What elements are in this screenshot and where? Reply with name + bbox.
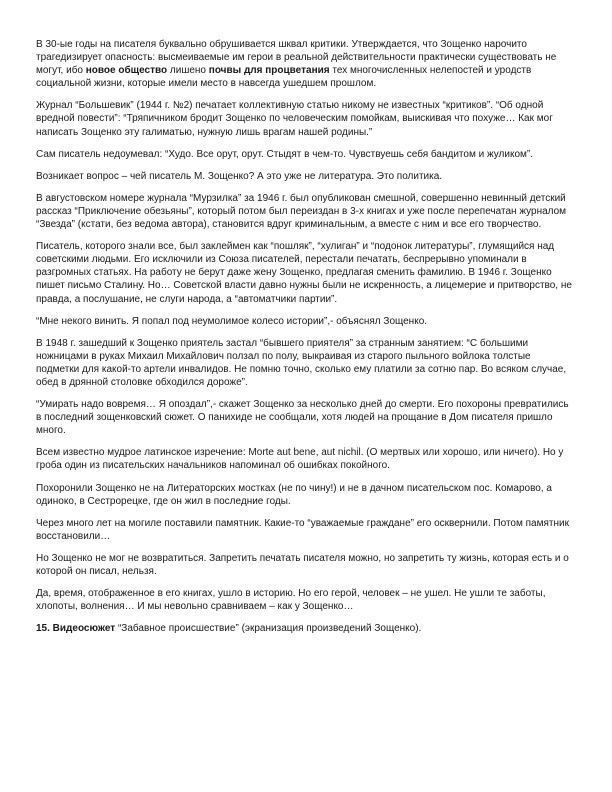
text-run: “Умирать надо вовремя… Я опоздал”,- скажет Зощенко за несколько дней до смерти. Его похороны превратились в последний зощенковский сюжет. О панихиде не сообщали, хотя людей на прощание в Дом писателя пришло много.: [36, 399, 569, 437]
paragraph: [36, 240, 576, 305]
text-run: Но Зощенко не мог не возвратиться. Запретить печатать писателя можно, но запретить ту жизнь, которая есть и о которой он писал, нельзя.: [36, 552, 569, 577]
paragraph: [36, 587, 576, 613]
paragraph: [36, 446, 576, 472]
text-run: Писатель, которого знали все, был заклеймен как “пошляк”, “хулиган” и “подонок литературы”, глумящийся над советскими людьми. Его исключили из Союза писателей, перестали печатать, беспрерывно упоминали в разгромных статьях. На работу не берут даже жену Зощенко, предлагая сменить фамилию. В 1946 г. Зощенко пишет письмо Сталину. Но… Советской власти давно нужны были не искренность, а лицемерие и притворство, не правда, а послушание, не слуги народа, а “автоматчики партии”.: [36, 241, 572, 305]
document-body: [36, 38, 576, 635]
text-run: тех многочисленных нелепостей и уродств социальной жизни, которые имели место в навсегда ушедшем прошлом.: [36, 65, 532, 90]
paragraph: [36, 517, 576, 543]
bold-text-run: 15. Видеосюжет: [36, 623, 116, 635]
paragraph: [36, 315, 576, 328]
text-run: Через много лет на могиле поставили памятник. Какие-то “уважаемые граждане” его осквернили. Потом памятник восстановили…: [36, 517, 569, 542]
bold-text-run: почвы для процветания: [208, 65, 330, 77]
text-run: В 1948 г. зашедший к Зощенко приятель застал “бывшего приятеля” за странным занятием: “С большими ножницами в руках Михаил Михайлович ползал по полу, выкраивая из старого пыльного войлока толстые подметки для какой-то артели инвалидов. Не помню точно, сколько ему платили за сотню пар. Во всяком случае, обед в дрянной столовке обходился дороже”.: [36, 337, 567, 388]
paragraph: [36, 337, 576, 389]
text-run: Журнал “Большевик” (1944 г. №2) печатает коллективную статью никому не известных “критиков”. “Об одной вредной повести”: “Тряпичником бродит Зощенко по человеческим помойкам, выискивая что похуже… Как мог написать Зощенко эту галиматью, нужную лишь врагам нашей родины.”: [36, 100, 553, 138]
text-run: Всем известно мудрое латинское изречение: Morte aut bene, aut nichil. (О мертвых или хорошо, или ничего). Но у гроба один из писательских начальников напоминал об ошибках покойного.: [36, 447, 564, 472]
document-page: [36, 38, 576, 644]
text-run: лишено: [167, 65, 209, 77]
paragraph: [36, 398, 576, 437]
paragraph: [36, 622, 576, 635]
paragraph: [36, 552, 576, 578]
paragraph: [36, 482, 576, 508]
text-run: “Забавное происшествие” (экранизация произведений Зощенко).: [115, 623, 422, 635]
text-run: Да, время, отображенное в его книгах, ушло в историю. Но его герой, человек – не ушел. Не ушли те заботы, хлопоты, волнения… И мы невольно сравниваем – как у Зощенко…: [36, 588, 546, 613]
bold-text-run: новое общество: [85, 65, 168, 77]
text-run: Возникает вопрос – чей писатель М. Зощенко? А это уже не литература. Это политика.: [36, 170, 443, 182]
text-run: Сам писатель недоумевал: “Худо. Все орут, орут. Стыдят в чем-то. Чувствуешь себя бандитом и жуликом”.: [36, 148, 534, 160]
paragraph: [36, 38, 576, 90]
paragraph: [36, 99, 576, 138]
paragraph: [36, 148, 576, 161]
text-run: “Мне некого винить. Я попал под неумолимое колесо истории”,- объяснял Зощенко.: [36, 315, 428, 327]
paragraph: [36, 192, 576, 231]
text-run: В 30-ые годы на писателя буквально обрушивается шквал критики. Утверждается, что Зощенко нарочито трагедизирует опасность: высмеиваемые им герои в реальной действительности практически существовать не могут, ибо: [36, 39, 557, 77]
text-run: Похоронили Зощенко не на Литераторских мостках (не по чину!) и не в дачном писательском пос. Комарово, а одиноко, в Сестрорецке, где он жил в последние годы.: [36, 482, 552, 507]
text-run: В августовском номере журнала “Мурзилка” за 1946 г. был опубликован смешной, совершенно невинный детский рассказ “Приключение обезьяны”, который потом был переиздан в 3-х книгах и уже после перепечатан журналом “Звезда” (кстати, без ведома автора), становится вдруг криминальным, а вместе с ним и все его творчество.: [36, 192, 567, 231]
paragraph: [36, 170, 576, 183]
